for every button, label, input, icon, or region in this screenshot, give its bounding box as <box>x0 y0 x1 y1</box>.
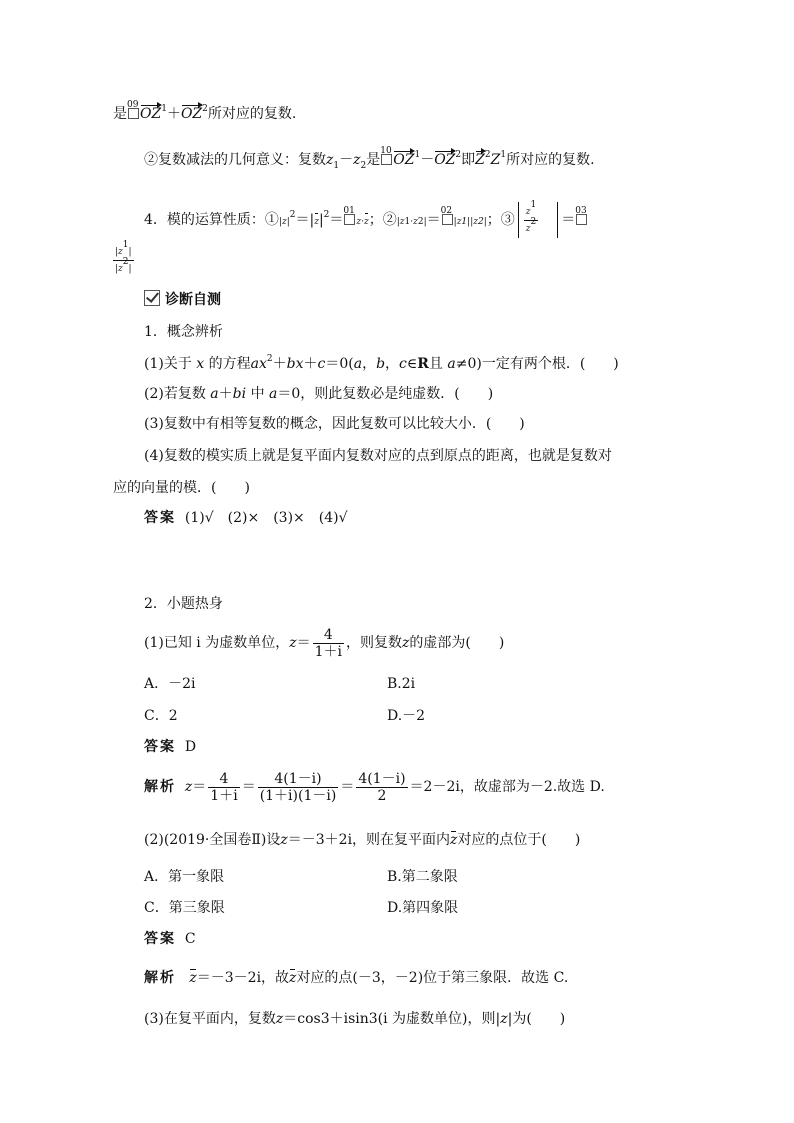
answer-blank: 03 <box>575 210 588 230</box>
line-subtraction-meaning: ②复数减法的几何意义：复数$z_1-z_2$是 10 $OZ^1-OZ^2$即$Z^2Z^1$所对应的复数. <box>144 146 595 171</box>
analysis-2-1: 解析 z＝ $\frac{4}{1+i}$ ＝ $\frac{4(1-i)}{(1+i)(1-i)}$ ＝ $\frac{4(1-i)}{2}$ ＝2－2i，故虚部为－2.故选 D. <box>144 770 605 804</box>
option-2-1-d: D.－2 <box>387 708 426 724</box>
answer-blank: 01 <box>343 210 356 230</box>
option-2-2-d: D.第四象限 <box>387 900 459 916</box>
line-modulus-properties: 4．模的运算性质：$①|z|^2=|z|^2=$ 01 z·z；②|z1·z2|＝ 02 |z1||z2|；③ $\frac{z1}{z2}$ ＝ 03 <box>144 202 588 238</box>
question-1-1: (1)关于 x 的方程$ax^2+bx+c=0(a$，b，c∈R且 a≠0)一定有两个根．( ) <box>144 354 619 372</box>
vector-oz1: OZ <box>140 106 162 122</box>
option-2-1-a: A．－2i <box>144 676 196 692</box>
analysis-2-2: 解析 z＝－3－2i，故z对应的点(－3，－2)位于第三象限．故选 C. <box>144 970 569 986</box>
answer-2-1: 答案 D <box>144 739 197 755</box>
checkbox-pencil-icon <box>144 290 160 306</box>
section-concept-title: 1．概念辨析 <box>144 324 223 340</box>
question-2-3: (3)在复平面内，复数z＝cos3＋isin3(i 为虚数单位)，则|z|为( ) <box>144 1011 566 1027</box>
section-warmup-title: 2．小题热身 <box>144 596 223 612</box>
fraction-z1-z2: $\frac{z1}{z2}$ <box>524 204 538 237</box>
question-1-4: (4)复数的模实质上就是复平面内复数对应的点到原点的距离，也就是复数对 <box>144 448 612 464</box>
section-diagnosis: 诊断自测 <box>144 290 221 310</box>
answer-blank: 10 <box>380 150 393 170</box>
option-2-1-b: B.2i <box>387 676 416 692</box>
vector-oz2: OZ <box>180 106 203 122</box>
answer-2-2: 答案 C <box>144 931 196 947</box>
answer-blank: 09 <box>127 104 140 124</box>
modulus-fraction-answer: $\frac{|z1|}{|z2|}$ <box>113 244 134 277</box>
question-1-2: (2)若复数 a＋bi 中 a＝0，则此复数必是纯虚数．( ) <box>144 386 494 402</box>
question-2-2: (2)(2019·全国卷Ⅱ)设z＝－3＋2i，则在复平面内z对应的点位于( ) <box>144 832 581 848</box>
answer-blank: 02 <box>441 210 454 230</box>
line-vector-sum: 是 09 $OZ^1+OZ^2$所对应的复数. <box>113 100 297 122</box>
answer-1: 答案 (1)√ (2)× (3)× (4)√ <box>144 510 348 526</box>
question-1-3: (3)复数中有相等复数的概念，因此复数可以比较大小．( ) <box>144 416 525 432</box>
option-2-1-c: C．2 <box>144 708 178 724</box>
option-2-2-c: C．第三象限 <box>144 900 225 916</box>
option-2-2-a: A．第一象限 <box>144 869 225 885</box>
question-1-4-cont: 应的向量的模．( ) <box>113 480 250 496</box>
option-2-2-b: B.第二象限 <box>387 869 458 885</box>
question-2-1: (1)已知 i 为虚数单位，z＝ $\frac{4}{1+i}$ ，则复数z的虚部为( ) <box>144 626 505 660</box>
